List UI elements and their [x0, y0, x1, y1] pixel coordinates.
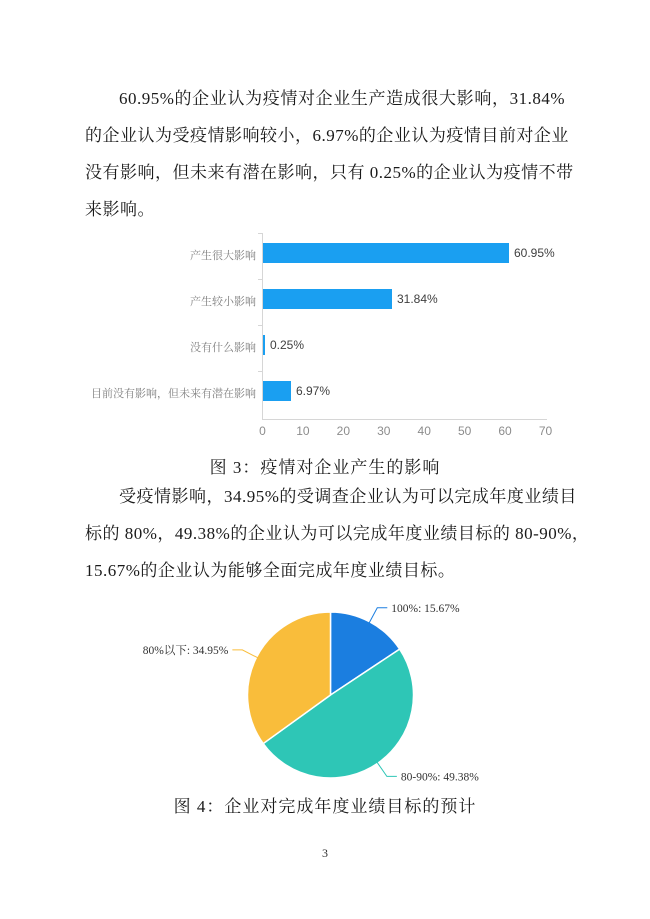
y-axis-tick [258, 371, 262, 372]
y-axis-tick [258, 279, 262, 280]
paragraph-line: 没有影响，但未来有潜在影响，只有 0.25%的企业认为疫情不带 [85, 163, 574, 182]
x-tick-label: 60 [498, 424, 512, 438]
bar [263, 335, 265, 355]
pie-slice-label: 100%: 15.67% [391, 602, 460, 615]
paragraph-2 [85, 478, 590, 589]
x-tick-label: 10 [296, 424, 310, 438]
bar-chart [86, 232, 564, 444]
bar-category-label: 目前没有影响，但未来有潜在影响 [91, 388, 256, 400]
y-axis-tick [258, 325, 262, 326]
bar [263, 243, 509, 263]
pie-leader-line [377, 762, 397, 777]
pie-slice-label: 80-90%: 49.38% [400, 771, 479, 784]
pie-leader-line [369, 608, 388, 624]
bar-category-label: 产生很大影响 [190, 250, 256, 262]
figure4-caption: 图 4：企业对完成年度业绩目标的预计 [173, 797, 477, 816]
paragraph-line: 15.67%的企业认为能够全面完成年度业绩目标。 [85, 561, 456, 580]
x-tick-label: 40 [417, 424, 431, 438]
y-axis-line [262, 233, 263, 419]
pie-leader-line [232, 650, 258, 658]
pie-slice-label: 80%以下: 34.95% [142, 644, 229, 657]
bar-value-label: 31.84% [397, 292, 438, 306]
bar [263, 381, 291, 401]
bar-value-label: 0.25% [270, 338, 305, 352]
bar [263, 289, 392, 309]
x-tick-label: 70 [538, 424, 553, 438]
paragraph-line: 来影响。 [85, 200, 155, 219]
x-tick-label: 50 [457, 424, 472, 438]
paragraph-line: 的企业认为受疫情影响较小，6.97%的企业认为疫情目前对企业 [85, 126, 569, 145]
paragraph-line: 60.95%的企业认为疫情对企业生产造成很大影响，31.84% [119, 89, 565, 108]
x-tick-label: 20 [336, 424, 351, 438]
x-axis-line [262, 419, 547, 420]
pie-chart [86, 588, 564, 790]
y-axis-tick [258, 233, 262, 234]
paragraph-1 [85, 80, 574, 228]
page-number: 3 [322, 846, 328, 860]
bar-value-label: 60.95% [514, 246, 555, 260]
bar-category-label: 产生较小影响 [190, 296, 256, 308]
paragraph-line: 受疫情影响，34.95%的受调查企业认为可以完成年度业绩目 [119, 487, 577, 506]
paragraph-line: 标的 80%，49.38%的企业认为可以完成年度业绩目标的 80-90%， [85, 524, 590, 543]
bar-value-label: 6.97% [296, 384, 331, 398]
pie-chart-svg [86, 588, 564, 790]
figure3-caption: 图 3：疫情对企业产生的影响 [209, 458, 441, 477]
x-tick-label: 0 [259, 424, 266, 438]
x-tick-label: 30 [377, 424, 391, 438]
bar-category-label: 没有什么影响 [190, 342, 256, 354]
